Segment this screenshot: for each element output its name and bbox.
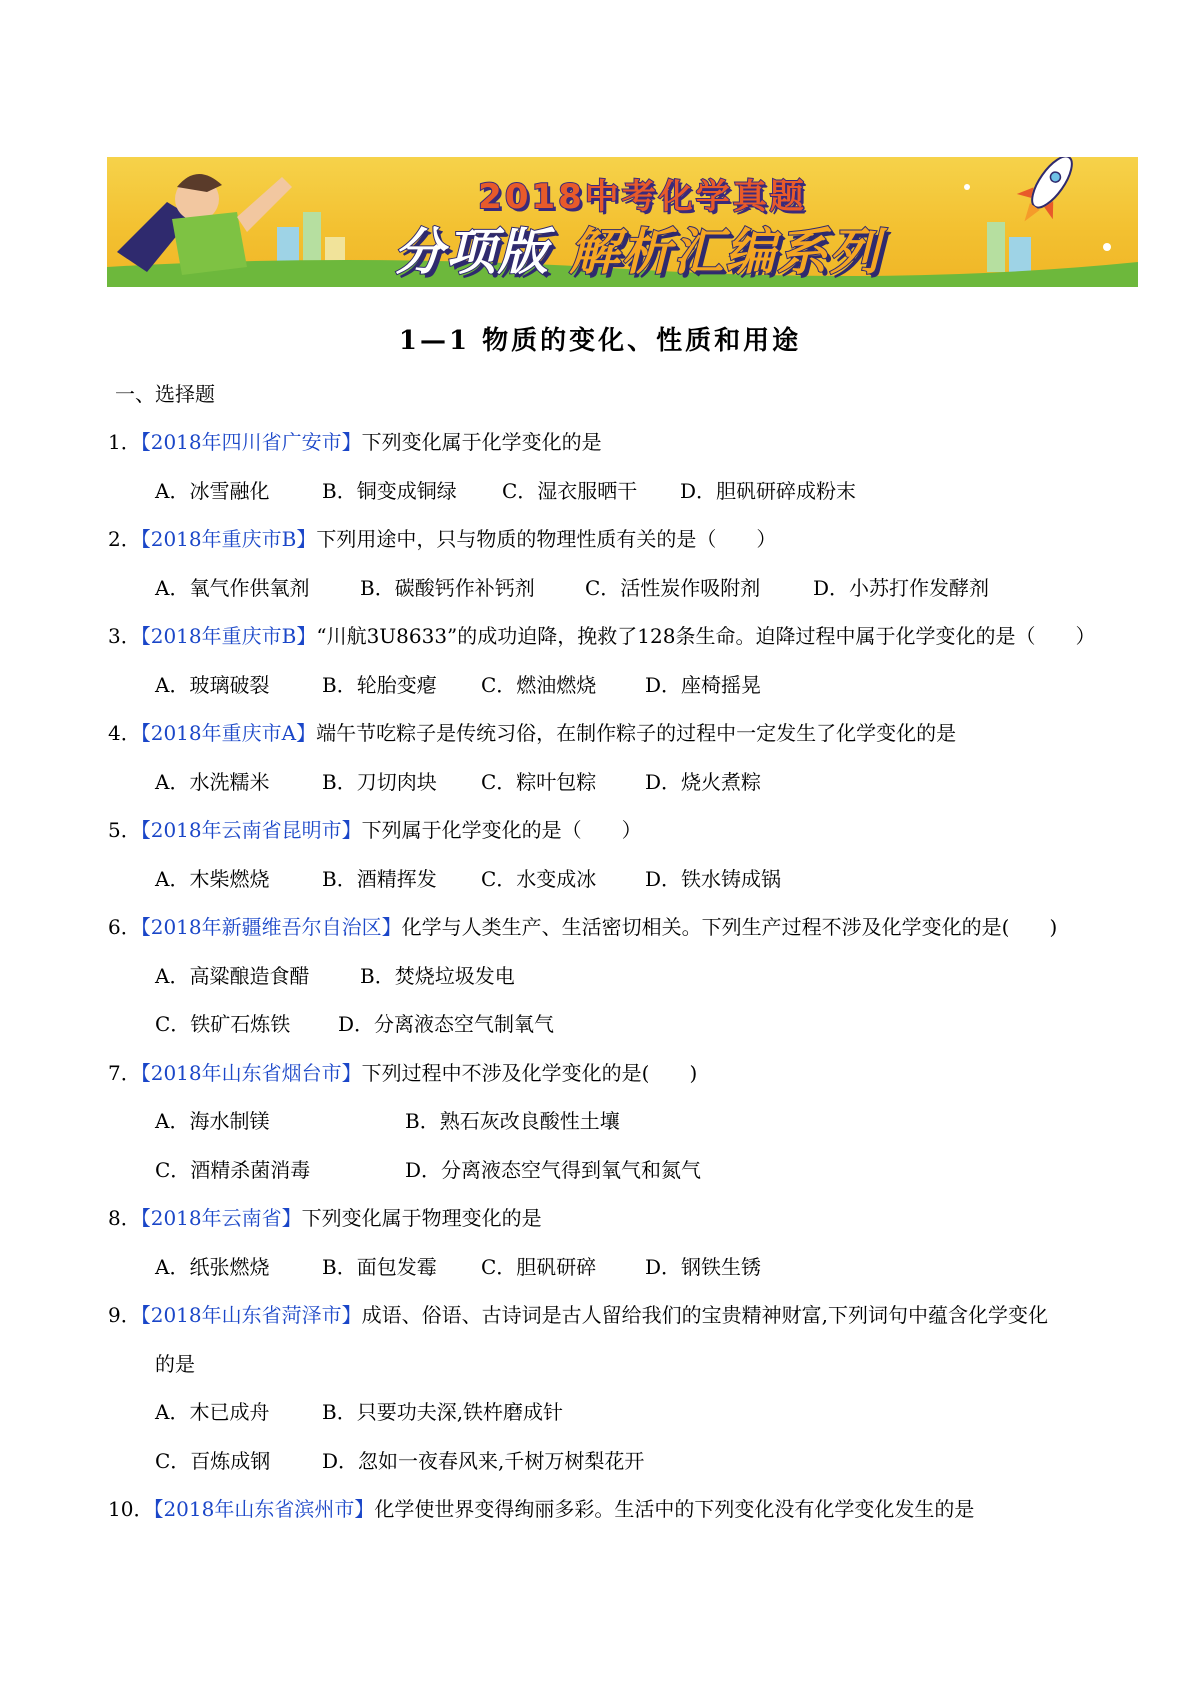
- question-source: 【2018年重庆市B】: [140, 527, 317, 551]
- option-d: D．烧火煮粽: [645, 770, 762, 794]
- banner-title-part-b: 解析汇编系列: [569, 223, 882, 281]
- header-banner: [107, 157, 1138, 287]
- question-7: [108, 1059, 1150, 1087]
- banner-title-main: [107, 212, 1138, 284]
- question-source: 【2018年新疆维吾尔自治区】: [140, 915, 402, 939]
- question-number: 7．: [108, 1061, 141, 1085]
- question-9: [108, 1301, 1150, 1329]
- option-c: C．粽叶包粽: [481, 770, 597, 794]
- option-c: C．湿衣服晒干: [502, 479, 638, 503]
- option-b: B．酒精挥发: [322, 867, 437, 891]
- question-3: [108, 622, 1150, 650]
- option-b: B．只要功夫深,铁杵磨成针: [322, 1400, 564, 1424]
- question-text: 下列变化属于物理变化的是: [301, 1206, 542, 1230]
- question-1: [108, 428, 1150, 456]
- option-b: B．碳酸钙作补钙剂: [360, 576, 535, 600]
- option-c: C．燃油燃烧: [481, 673, 597, 697]
- question-text: 下列变化属于化学变化的是: [361, 430, 602, 454]
- question-source: 【2018年山东省烟台市】: [140, 1061, 362, 1085]
- question-5: [108, 816, 1150, 844]
- option-a: A．高粱酿造食醋: [155, 964, 310, 988]
- option-b: B．刀切肉块: [322, 770, 437, 794]
- option-c: C．铁矿石炼铁: [155, 1012, 291, 1036]
- option-c: C．水变成冰: [481, 867, 597, 891]
- question-text: 化学使世界变得绚丽多彩。生活中的下列变化没有化学变化发生的是: [374, 1497, 975, 1521]
- option-c: C．酒精杀菌消毒: [155, 1158, 311, 1182]
- question-source: 【2018年云南省昆明市】: [140, 818, 362, 842]
- question-source: 【2018年山东省滨州市】: [153, 1497, 375, 1521]
- question-source: 【2018年山东省菏泽市】: [140, 1303, 362, 1327]
- option-a: A．水洗糯米: [155, 770, 270, 794]
- question-text: 下列过程中不涉及化学变化的是( ): [361, 1061, 698, 1085]
- question-source: 【2018年重庆市B】: [140, 624, 317, 648]
- question-source: 【2018年重庆市A】: [140, 721, 317, 745]
- question-number: 3．: [108, 624, 141, 648]
- question-number: 10．: [108, 1497, 154, 1521]
- option-b: B．铜变成铜绿: [322, 479, 457, 503]
- option-d: D．钢铁生锈: [645, 1255, 762, 1279]
- question-text: 化学与人类生产、生活密切相关。下列生产过程不涉及化学变化的是( ): [401, 915, 1058, 939]
- question-text: 下列用途中，只与物质的物理性质有关的是（ ）: [316, 527, 777, 551]
- question-number: 5．: [108, 818, 141, 842]
- page-title: 1—1 物质的变化、性质和用途: [398, 326, 802, 356]
- question-number: 1．: [108, 430, 141, 454]
- option-d: D．铁水铸成锅: [645, 867, 782, 891]
- option-b: B．熟石灰改良酸性土壤: [405, 1109, 620, 1133]
- option-d: D．胆矾研碎成粉末: [680, 479, 857, 503]
- option-b: B．焚烧垃圾发电: [360, 964, 515, 988]
- banner-title-top: 2018中考化学真题: [478, 177, 807, 217]
- option-a: A．氧气作供氧剂: [155, 576, 310, 600]
- question-number: 9．: [108, 1303, 141, 1327]
- option-d: D．忽如一夜春风来,千树万树梨花开: [322, 1449, 645, 1473]
- section-heading: 一、选择题: [115, 382, 215, 406]
- question-text: 端午节吃粽子是传统习俗，在制作粽子的过程中一定发生了化学变化的是: [316, 721, 957, 745]
- option-a: A．木已成舟: [155, 1400, 270, 1424]
- question-source: 【2018年云南省】: [140, 1206, 302, 1230]
- question-text: “川航3U8633”的成功迫降，挽救了128条生命。迫降过程中属于化学变化的是（ ）: [316, 624, 1096, 648]
- option-c: C．百炼成钢: [155, 1449, 271, 1473]
- option-d: D．小苏打作发酵剂: [813, 576, 990, 600]
- option-d: D．分离液态空气得到氧气和氮气: [405, 1158, 702, 1182]
- question-4: [108, 719, 1150, 747]
- question-text: 成语、俗语、古诗词是古人留给我们的宝贵精神财富,下列词句中蕴含化学变化: [361, 1303, 1048, 1327]
- banner-title-part-a: 分项版: [393, 223, 550, 281]
- question-number: 4．: [108, 721, 141, 745]
- question-8: [108, 1204, 1150, 1232]
- option-d: D．分离液态空气制氧气: [338, 1012, 555, 1036]
- option-a: A．木柴燃烧: [155, 867, 270, 891]
- option-c: C．胆矾研碎: [481, 1255, 597, 1279]
- question-6: [108, 913, 1150, 941]
- question-number: 8．: [108, 1206, 141, 1230]
- option-a: A．冰雪融化: [155, 479, 270, 503]
- question-text: 下列属于化学变化的是（ ）: [361, 818, 642, 842]
- question-10: [108, 1495, 1150, 1523]
- option-d: D．座椅摇晃: [645, 673, 762, 697]
- option-a: A．海水制镁: [155, 1109, 270, 1133]
- question-number: 2．: [108, 527, 141, 551]
- option-a: A．纸张燃烧: [155, 1255, 270, 1279]
- option-a: A．玻璃破裂: [155, 673, 270, 697]
- option-b: B．面包发霉: [322, 1255, 437, 1279]
- question-text-continued: 的是: [155, 1352, 195, 1376]
- question-2: [108, 525, 1150, 553]
- question-source: 【2018年四川省广安市】: [140, 430, 362, 454]
- option-b: B．轮胎变瘪: [322, 673, 437, 697]
- option-c: C．活性炭作吸附剂: [585, 576, 761, 600]
- question-number: 6．: [108, 915, 141, 939]
